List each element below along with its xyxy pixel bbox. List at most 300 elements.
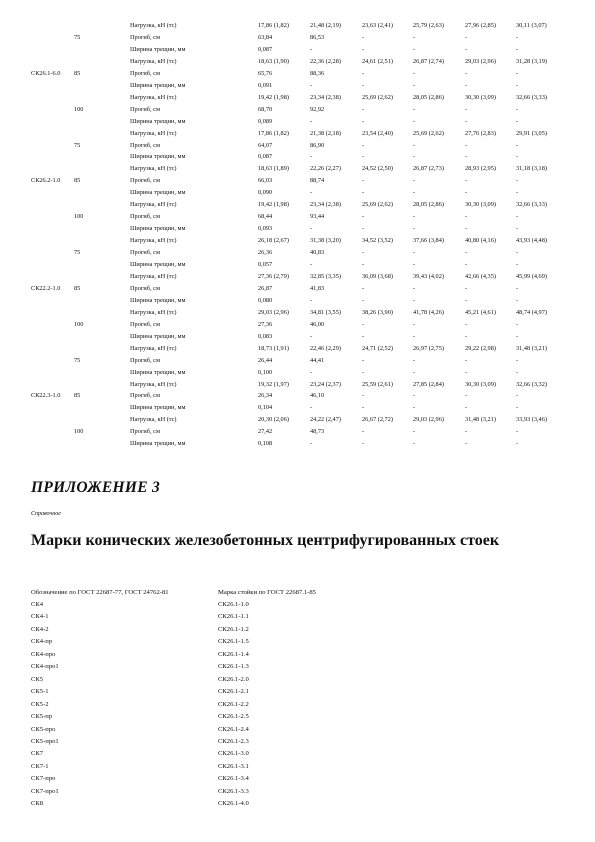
row-value: - (465, 249, 468, 257)
row-value: - (362, 117, 365, 125)
row-parameter: Ширина трещин, мм (130, 225, 186, 233)
row-value: - (362, 332, 365, 340)
row-value: 25,69 (2,62) (413, 129, 444, 137)
row-parameter: Ширина трещин, мм (130, 117, 186, 125)
row-parameter: Нагрузка, кН (тс) (130, 201, 177, 209)
row-length: 85 (74, 284, 81, 292)
row-value: 18,73 (1,91) (258, 344, 289, 352)
marks-row (0, 661, 595, 673)
row-value: - (310, 332, 313, 340)
row-parameter: Прогиб, см (130, 141, 160, 149)
row-value: 0,093 (258, 225, 273, 233)
table-row (0, 235, 595, 247)
row-value: 41,83 (310, 284, 325, 292)
row-value: - (362, 284, 365, 292)
new-mark: СК26.1-2.0 (218, 675, 249, 683)
row-value: 65,76 (258, 69, 273, 77)
row-parameter: Нагрузка, кН (тс) (130, 93, 177, 101)
row-value: 31,18 (3,18) (516, 165, 547, 173)
table-row (0, 44, 595, 56)
row-value: 22,46 (2,29) (310, 344, 341, 352)
new-mark: СК26.1-1.0 (218, 601, 249, 608)
new-mark: СК26.1-2.4 (218, 725, 249, 733)
row-value: 63,84 (258, 33, 273, 41)
row-value: - (310, 45, 313, 53)
row-value: 38,26 (3,90) (362, 308, 393, 316)
row-value: - (413, 332, 416, 340)
row-value: - (516, 189, 519, 197)
row-value: 43,93 (4,48) (516, 237, 547, 245)
row-value: - (310, 261, 313, 268)
row-value: 86,53 (310, 33, 325, 41)
row-value: 0,090 (258, 189, 273, 197)
new-mark: СК26.1-3.0 (218, 750, 249, 758)
row-value: 26,34 (258, 392, 273, 400)
row-parameter: Прогиб, см (130, 392, 160, 400)
new-mark: СК26.1-2.3 (218, 737, 249, 745)
row-value: - (465, 177, 468, 185)
row-parameter: Прогиб, см (130, 69, 160, 77)
row-value: - (516, 117, 519, 125)
table-row (0, 151, 595, 163)
row-parameter: Прогиб, см (130, 213, 160, 221)
row-parameter: Ширина трещин, мм (130, 368, 186, 376)
row-value: - (362, 440, 365, 448)
row-value: 41,78 (4,26) (413, 308, 444, 316)
row-value: - (362, 368, 365, 376)
row-value: - (465, 392, 468, 400)
table-row (0, 379, 595, 391)
old-designation: СК7-про1 (31, 787, 59, 795)
row-parameter: Прогиб, см (130, 249, 160, 257)
row-value: 46,10 (310, 392, 325, 400)
row-value: - (413, 440, 416, 448)
row-value: 30,11 (3,07) (516, 22, 547, 29)
row-value: - (465, 69, 468, 77)
row-value: - (465, 213, 468, 221)
row-value: - (516, 249, 519, 257)
row-value: - (413, 296, 416, 304)
row-value: 30,30 (3,09) (465, 380, 496, 388)
row-value: - (310, 296, 313, 304)
row-parameter: Прогиб, см (130, 356, 160, 364)
old-designation: СК4-2 (31, 625, 49, 633)
row-parameter: Нагрузка, кН (тс) (130, 416, 177, 424)
row-value: 0,091 (258, 81, 273, 89)
row-value: - (310, 368, 313, 376)
row-value: 31,28 (3,19) (516, 57, 547, 65)
row-parameter: Ширина трещин, мм (130, 45, 186, 53)
row-value: - (362, 81, 365, 89)
row-value: 0,104 (258, 404, 273, 412)
row-parameter: Нагрузка, кН (тс) (130, 308, 177, 316)
row-value: - (465, 320, 468, 328)
row-mark: СК26.1-6.0 (31, 69, 61, 77)
marks-row (0, 736, 595, 748)
row-value: 36,09 (3,68) (362, 272, 393, 280)
row-value: - (413, 428, 416, 436)
row-value: - (516, 356, 519, 364)
row-value: - (465, 141, 468, 149)
row-value: 0,087 (258, 45, 273, 53)
row-value: - (516, 225, 519, 233)
row-value: - (413, 284, 416, 292)
row-length: 85 (74, 392, 81, 400)
row-value: - (413, 356, 416, 364)
row-value: - (465, 428, 468, 436)
new-mark: СК26.1-1.2 (218, 625, 249, 633)
row-value: 39,43 (4,02) (413, 272, 444, 280)
row-value: - (362, 189, 365, 197)
row-value: 24,22 (2,47) (310, 416, 341, 424)
marks-row (0, 724, 595, 736)
table-row (0, 140, 595, 152)
row-length: 100 (74, 105, 84, 113)
marks-row (0, 711, 595, 723)
row-length: 75 (74, 141, 81, 149)
row-mark: СК22.2-1.0 (31, 284, 61, 292)
old-designation: СК4-про (31, 650, 56, 658)
row-value: - (516, 440, 519, 448)
row-value: 26,87 (2,74) (413, 57, 444, 65)
row-value: - (516, 332, 519, 340)
row-value: - (465, 261, 468, 268)
row-value: 27,36 (258, 320, 273, 328)
row-value: - (362, 356, 365, 364)
row-value: - (362, 392, 365, 400)
row-value: - (413, 105, 416, 113)
row-parameter: Ширина трещин, мм (130, 81, 186, 89)
row-value: - (362, 404, 365, 412)
row-parameter: Нагрузка, кН (тс) (130, 165, 177, 173)
row-value: 0,087 (258, 153, 273, 161)
row-value: - (465, 356, 468, 364)
new-mark: СК26.1-1.1 (218, 613, 249, 621)
row-value: 23,63 (2,41) (362, 22, 393, 29)
table-row (0, 175, 595, 187)
row-value: - (362, 261, 365, 268)
table-row (0, 414, 595, 426)
row-value: - (362, 177, 365, 185)
row-value: 26,97 (2,75) (413, 344, 444, 352)
old-designation: СК7-1 (31, 762, 49, 770)
row-value: - (310, 189, 313, 197)
row-value: - (516, 69, 519, 77)
row-value: 0,083 (258, 332, 273, 340)
row-value: - (465, 81, 468, 89)
row-value: - (413, 320, 416, 328)
row-value: - (413, 249, 416, 257)
marks-row (0, 748, 595, 760)
row-value: - (516, 33, 519, 41)
new-mark: СК26.1-3.1 (218, 762, 249, 770)
row-value: 23,34 (2,38) (310, 201, 341, 209)
row-value: - (362, 428, 365, 436)
table-row (0, 56, 595, 68)
row-value: 27,96 (2,85) (465, 22, 496, 29)
row-value: - (413, 261, 416, 268)
old-designation: СК8 (31, 800, 44, 808)
row-value: 30,30 (3,09) (465, 93, 496, 101)
row-length: 100 (74, 213, 84, 221)
table-row (0, 259, 595, 271)
old-designation: СК5-про (31, 725, 56, 733)
row-value: - (362, 33, 365, 41)
row-value: 0,089 (258, 117, 273, 125)
row-value: 18,63 (1,90) (258, 57, 289, 65)
row-value: - (465, 153, 468, 161)
new-mark: СК26.1-4.0 (218, 800, 249, 808)
row-value: 31,48 (3,21) (465, 416, 496, 424)
row-value: 21,38 (2,18) (310, 129, 341, 137)
row-parameter: Прогиб, см (130, 33, 160, 41)
marks-row (0, 699, 595, 711)
old-designation: СК4 (31, 601, 44, 608)
marks-row (0, 786, 595, 798)
row-value: 29,03 (2,96) (465, 57, 496, 65)
row-value: - (516, 428, 519, 436)
marks-row (0, 599, 595, 611)
table-row (0, 367, 595, 379)
table-row (0, 343, 595, 355)
row-value: 26,36 (258, 249, 273, 257)
row-parameter: Нагрузка, кН (тс) (130, 272, 177, 280)
table-row (0, 247, 595, 259)
row-value: - (465, 33, 468, 41)
row-value: - (465, 45, 468, 53)
row-value: - (516, 261, 519, 268)
row-length: 75 (74, 33, 81, 41)
row-parameter: Прогиб, см (130, 177, 160, 185)
row-value: 31,48 (3,21) (516, 344, 547, 352)
appendix-title: ПРИЛОЖЕНИЕ 3 (31, 479, 161, 496)
row-value: 32,66 (3,33) (516, 93, 547, 101)
row-value: 66,03 (258, 177, 273, 185)
row-value: - (465, 225, 468, 233)
row-value: 32,66 (3,32) (516, 380, 547, 388)
row-value: 64,07 (258, 141, 273, 149)
row-value: - (465, 332, 468, 340)
row-length: 75 (74, 249, 81, 257)
row-parameter: Нагрузка, кН (тс) (130, 22, 177, 29)
row-value: - (310, 153, 313, 161)
row-value: - (413, 81, 416, 89)
row-value: 34,81 (3,55) (310, 308, 341, 316)
row-parameter: Нагрузка, кН (тс) (130, 380, 177, 388)
table-row (0, 211, 595, 223)
row-value: 0,080 (258, 296, 273, 304)
row-value: - (465, 105, 468, 113)
row-parameter: Нагрузка, кН (тс) (130, 344, 177, 352)
row-value: - (413, 69, 416, 77)
row-value: - (362, 69, 365, 77)
row-value: 29,22 (2,98) (465, 344, 496, 352)
row-value: 29,03 (2,96) (413, 416, 444, 424)
table-row (0, 438, 595, 450)
row-value: - (413, 225, 416, 233)
row-value: - (413, 33, 416, 41)
row-value: - (516, 320, 519, 328)
row-value: 27,85 (2,84) (413, 380, 444, 388)
row-value: - (465, 284, 468, 292)
table-row (0, 80, 595, 92)
row-value: - (362, 153, 365, 161)
old-designation: СК5-2 (31, 700, 49, 708)
table-row (0, 68, 595, 80)
marks-header-new: Марка стойки по ГОСТ 22687.1-85 (218, 589, 316, 596)
row-value: 0,100 (258, 368, 273, 376)
table-row (0, 32, 595, 44)
row-parameter: Ширина трещин, мм (130, 404, 186, 412)
row-value: 24,61 (2,51) (362, 57, 393, 65)
marks-row (0, 674, 595, 686)
row-value: 27,42 (258, 428, 273, 436)
row-length: 100 (74, 320, 84, 328)
row-parameter: Прогиб, см (130, 105, 160, 113)
row-parameter: Прогиб, см (130, 320, 160, 328)
row-value: 0,057 (258, 261, 273, 268)
row-value: 28,05 (2,86) (413, 93, 444, 101)
row-value: - (465, 404, 468, 412)
row-value: 22,26 (2,27) (310, 165, 341, 173)
old-designation: СК7-про (31, 775, 56, 783)
new-mark: СК26.1-1.4 (218, 650, 249, 658)
row-value: 93,44 (310, 213, 325, 221)
row-value: 40,80 (4,16) (465, 237, 496, 245)
row-value: 21,48 (2,19) (310, 22, 341, 29)
marks-row (0, 636, 595, 648)
row-value: 18,63 (1,89) (258, 165, 289, 173)
row-value: 88,74 (310, 177, 325, 185)
table-row (0, 283, 595, 295)
row-value: 29,91 (3,05) (516, 129, 547, 137)
appendix-subtitle: Справочное (31, 511, 61, 517)
row-value: 68,44 (258, 213, 273, 221)
table-row (0, 92, 595, 104)
row-value: - (310, 440, 313, 448)
table-row (0, 295, 595, 307)
table-row (0, 390, 595, 402)
old-designation: СК4-1 (31, 613, 49, 621)
row-parameter: Нагрузка, кН (тс) (130, 57, 177, 65)
new-mark: СК26.1-1.5 (218, 638, 249, 646)
row-value: 25,69 (2,62) (362, 201, 393, 209)
row-parameter: Прогиб, см (130, 428, 160, 436)
row-length: 85 (74, 69, 81, 77)
table-row (0, 20, 595, 32)
marks-table-header (0, 587, 595, 599)
row-length: 100 (74, 428, 84, 436)
row-value: 40,83 (310, 249, 325, 257)
table-row (0, 223, 595, 235)
table-row (0, 307, 595, 319)
row-value: - (465, 117, 468, 125)
row-value: - (516, 392, 519, 400)
row-value: - (516, 368, 519, 376)
row-value: 86,90 (310, 141, 325, 149)
table-row (0, 331, 595, 343)
row-value: 68,70 (258, 105, 273, 113)
row-value: - (310, 81, 313, 89)
row-value: 20,30 (2,06) (258, 416, 289, 424)
row-value: - (465, 296, 468, 304)
row-mark: СК22.3-1.0 (31, 392, 61, 400)
row-value: 48,74 (4,97) (516, 308, 547, 316)
row-value: 32,66 (3,33) (516, 201, 547, 209)
marks-header-old: Обозначение по ГОСТ 22687-77, ГОСТ 24762-81 (31, 589, 169, 596)
row-value: - (516, 105, 519, 113)
row-value: - (362, 105, 365, 113)
row-parameter: Нагрузка, кН (тс) (130, 237, 177, 245)
row-parameter: Ширина трещин, мм (130, 153, 186, 161)
row-value: - (362, 141, 365, 149)
row-value: 19,32 (1,97) (258, 380, 289, 388)
row-parameter: Ширина трещин, мм (130, 189, 186, 197)
row-value: 22,36 (2,28) (310, 57, 341, 65)
marks-row (0, 624, 595, 636)
row-parameter: Ширина трещин, мм (130, 261, 186, 268)
old-designation: СК4-про1 (31, 663, 59, 671)
row-value: - (413, 45, 416, 53)
row-value: - (413, 392, 416, 400)
marks-row (0, 798, 595, 810)
row-value: - (413, 177, 416, 185)
new-mark: СК26.1-2.5 (218, 713, 249, 721)
row-value: 92,92 (310, 105, 325, 113)
row-value: 45,21 (4,61) (465, 308, 496, 316)
row-value: 37,66 (3,84) (413, 237, 444, 245)
row-value: - (516, 45, 519, 53)
row-value: - (310, 404, 313, 412)
row-value: - (516, 153, 519, 161)
table-row (0, 104, 595, 116)
row-value: 23,54 (2,40) (362, 129, 393, 137)
marks-row (0, 649, 595, 661)
row-value: - (465, 368, 468, 376)
row-value: - (516, 296, 519, 304)
marks-row (0, 611, 595, 623)
new-mark: СК26.1-2.2 (218, 700, 249, 708)
row-value: 17,86 (1,82) (258, 129, 289, 137)
row-length: 85 (74, 177, 81, 185)
row-value: - (362, 225, 365, 233)
row-value: - (310, 225, 313, 233)
appendix-heading: Марки конических железобетонных центрифугированных стоек (31, 532, 500, 549)
row-parameter: Прогиб, см (130, 284, 160, 292)
table-row (0, 187, 595, 199)
row-value: - (413, 141, 416, 149)
row-value: - (516, 81, 519, 89)
row-value: - (362, 296, 365, 304)
marks-row (0, 686, 595, 698)
row-value: 26,87 (258, 284, 273, 292)
row-value: - (413, 153, 416, 161)
row-parameter: Ширина трещин, мм (130, 440, 186, 448)
row-value: 44,41 (310, 356, 325, 364)
row-value: 42,66 (4,35) (465, 272, 496, 280)
row-value: 26,18 (2,67) (258, 237, 289, 245)
row-value: 48,73 (310, 428, 325, 436)
row-value: 28,05 (2,86) (413, 201, 444, 209)
row-value: 29,03 (2,96) (258, 308, 289, 316)
row-value: 25,69 (2,62) (362, 93, 393, 101)
row-value: 30,30 (3,09) (465, 201, 496, 209)
row-value: 17,86 (1,82) (258, 22, 289, 29)
row-parameter: Ширина трещин, мм (130, 332, 186, 340)
row-value: 27,36 (2,79) (258, 272, 289, 280)
table-row (0, 426, 595, 438)
row-value: - (362, 320, 365, 328)
